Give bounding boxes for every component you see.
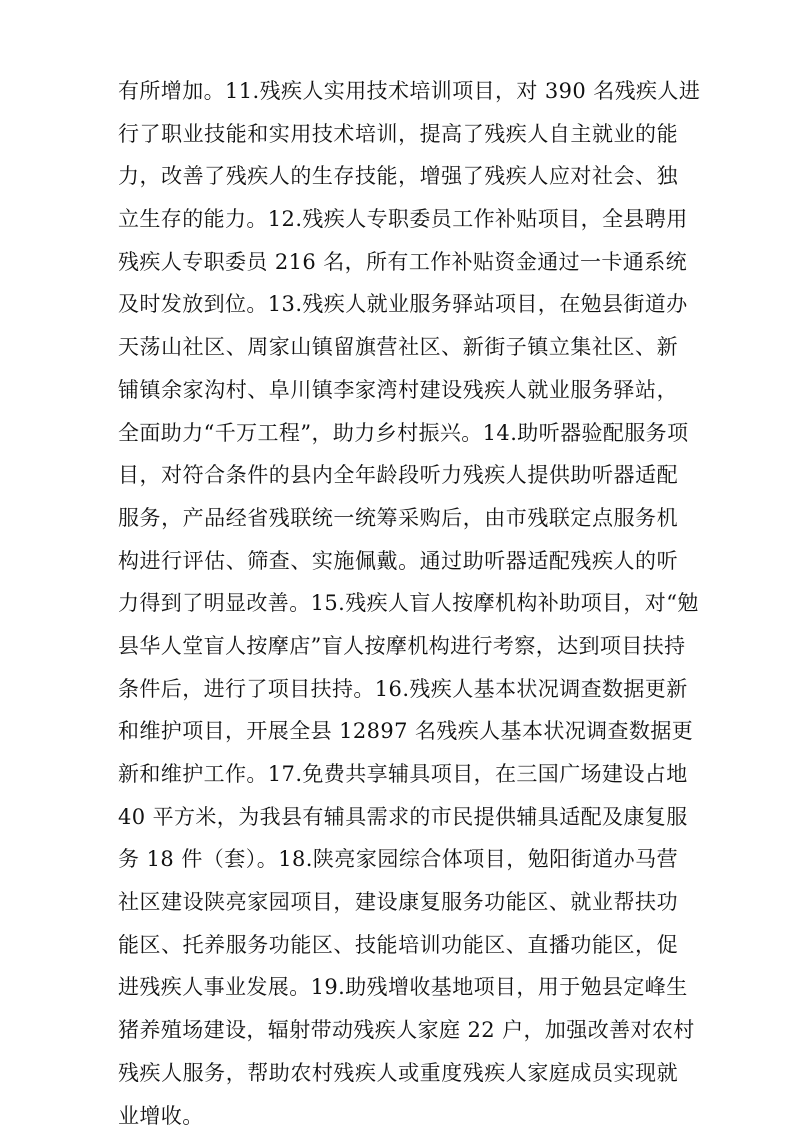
text-line: 40 平方米，为我县有辅具需求的市民提供辅具适配及康复服: [118, 796, 678, 839]
text-line: 残疾人专职委员 216 名，所有工作补贴资金通过一卡通系统: [118, 241, 678, 284]
text-line: 全面助力“千万工程”，助力乡村振兴。14.助听器验配服务项: [118, 412, 678, 455]
text-line: 立生存的能力。12.残疾人专职委员工作补贴项目，全县聘用: [118, 198, 678, 241]
text-line: 铺镇余家沟村、阜川镇李家湾村建设残疾人就业服务驿站，: [118, 369, 678, 412]
text-line: 务 18 件（套）。18.陕亮家园综合体项目，勉阳街道办马营: [118, 838, 678, 881]
text-line: 能区、托养服务功能区、技能培训功能区、直播功能区，促: [118, 924, 678, 967]
text-line: 猪养殖场建设，辐射带动残疾人家庭 22 户，加强改善对农村: [118, 1009, 678, 1052]
text-line: 进残疾人事业发展。19.助残增收基地项目，用于勉县定峰生: [118, 966, 678, 1009]
text-line: 条件后，进行了项目扶持。16.残疾人基本状况调查数据更新: [118, 668, 678, 711]
text-line: 服务，产品经省残联统一统筹采购后，由市残联定点服务机: [118, 497, 678, 540]
text-line: 天荡山社区、周家山镇留旗营社区、新街子镇立集社区、新: [118, 326, 678, 369]
text-line: 力，改善了残疾人的生存技能，增强了残疾人应对社会、独: [118, 155, 678, 198]
text-line: 力得到了明显改善。15.残疾人盲人按摩机构补助项目，对“勉: [118, 582, 678, 625]
text-line: 残疾人服务，帮助农村残疾人或重度残疾人家庭成员实现就: [118, 1052, 678, 1095]
text-line: 构进行评估、筛查、实施佩戴。通过助听器适配残疾人的听: [118, 540, 678, 583]
text-line: 行了职业技能和实用技术培训，提高了残疾人自主就业的能: [118, 113, 678, 156]
text-line: 社区建设陕亮家园项目，建设康复服务功能区、就业帮扶功: [118, 881, 678, 924]
text-line: 业增收。: [118, 1095, 678, 1137]
text-line: 有所增加。11.残疾人实用技术培训项目，对 390 名残疾人进: [118, 70, 678, 113]
text-line: 目，对符合条件的县内全年龄段听力残疾人提供助听器适配: [118, 454, 678, 497]
body-text: [118, 70, 678, 1137]
text-line: 县华人堂盲人按摩店”盲人按摩机构进行考察，达到项目扶持: [118, 625, 678, 668]
text-line: 及时发放到位。13.残疾人就业服务驿站项目，在勉县街道办: [118, 283, 678, 326]
text-line: 和维护项目，开展全县 12897 名残疾人基本状况调查数据更: [118, 710, 678, 753]
text-line: 新和维护工作。17.免费共享辅具项目，在三国广场建设占地: [118, 753, 678, 796]
